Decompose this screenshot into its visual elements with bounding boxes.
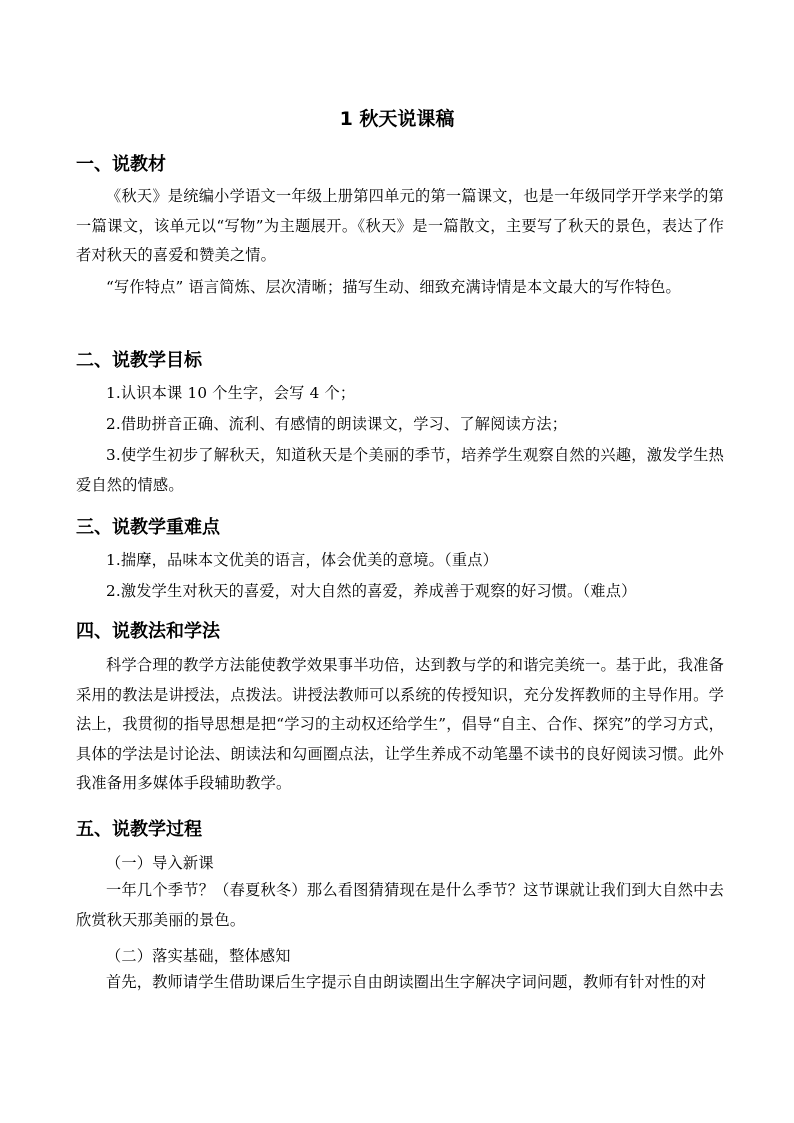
paragraph-introduction: 一年几个季节？（春夏秋冬）那么看图猜猜现在是什么季节？这节课就让我们到大自然中去欣赏秋天那美丽的景色。 <box>76 881 724 929</box>
list-item-key-point-1: 1.揣摩，品味本文优美的语言，体会优美的意境。（重点） <box>106 551 498 569</box>
list-item-objective-2: 2.借助拼音正确、流利、有感情的朗读课文，学习、了解阅读方法； <box>106 415 568 433</box>
section-heading-process: 五、说教学过程 <box>76 819 202 840</box>
paragraph-methods: 科学合理的教学方法能使教学效果事半功倍，达到教与学的和谐完美统一。基于此，我准备采用的教法是讲授法，点拨法。讲授法教师可以系统的传授知识，充分发挥教师的主导作用。学法上，我贯彻的指导思想是把“学习的主动权还给学生”，倡导“自主、合作、探究”的学习方式，具体的学法是讨论法、朗读法和勾画圈点法，让学生养成不动笔墨不读书的良好阅读习惯。此外我准备用多媒体手段辅助教学。 <box>76 656 724 792</box>
paragraph-textbook-intro: 《秋天》是统编小学语文一年级上册第四单元的第一篇课文，也是一年级同学开学来学的第一篇课文，该单元以“写物”为主题展开。《秋天》是一篇散文，主要写了秋天的景色，表达了作者对秋天的喜爱和赞美之情。 <box>76 187 724 264</box>
section-heading-key-points: 三、说教学重难点 <box>76 517 220 538</box>
list-item-objective-3: 3.使学生初步了解秋天，知道秋天是个美丽的季节，培养学生观察自然的兴趣，激发学生热爱自然的情感。 <box>76 446 724 494</box>
paragraph-writing-features: “写作特点” 语言简炼、层次清晰；描写生动、细致充满诗情是本文最大的写作特色。 <box>106 278 681 296</box>
subheading-basics: （二）落实基础，整体感知 <box>106 947 291 965</box>
page-title: 1 秋天说课稿 <box>339 108 455 130</box>
section-heading-textbook: 一、说教材 <box>76 154 166 175</box>
paragraph-basics: 首先，教师请学生借助课后生字提示自由朗读圈出生字解决字词问题，教师有针对性的对 <box>106 973 707 991</box>
subheading-introduction: （一）导入新课 <box>106 854 214 872</box>
list-item-objective-1: 1.认识本课 10 个生字，会写 4 个； <box>106 384 356 402</box>
section-heading-methods: 四、说教法和学法 <box>76 621 220 642</box>
list-item-key-point-2: 2.激发学生对秋天的喜爱，对大自然的喜爱，养成善于观察的好习惯。（难点） <box>106 582 637 600</box>
section-heading-objectives: 二、说教学目标 <box>76 350 202 371</box>
